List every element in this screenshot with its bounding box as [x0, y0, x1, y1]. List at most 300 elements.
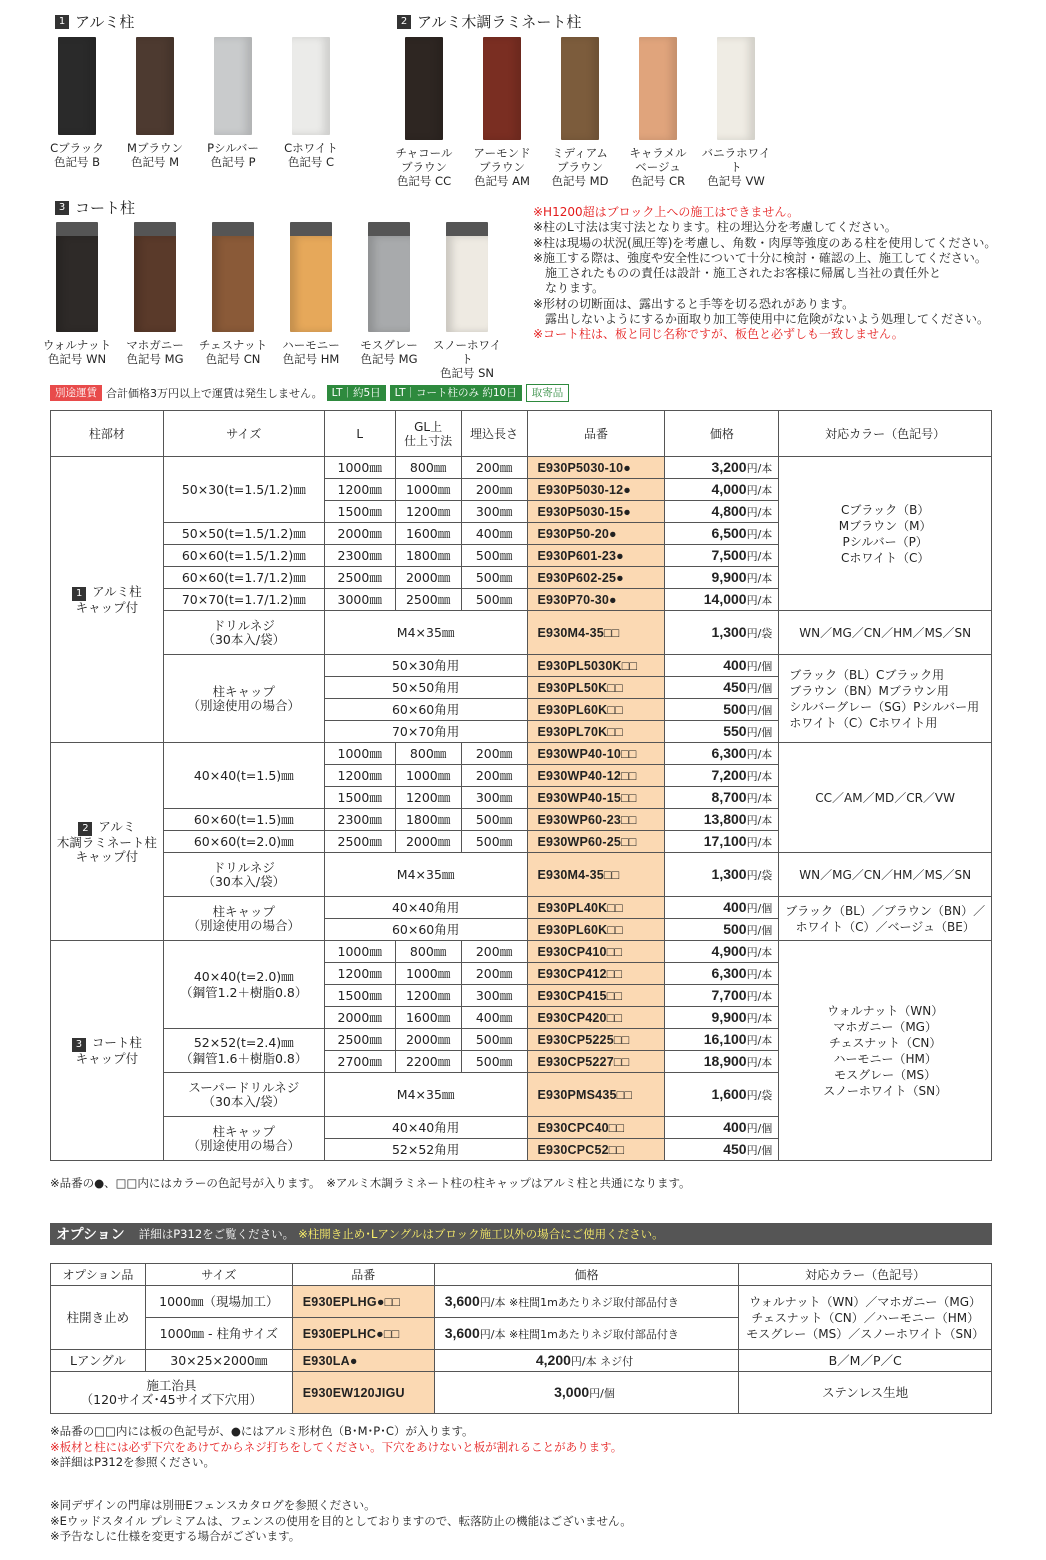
gl-height: 800㎜: [395, 743, 461, 765]
cell-text: 3,000: [554, 1383, 590, 1400]
gl-height: 2000㎜: [395, 1029, 461, 1051]
swatch-label: チャコール ブラウン 色記号 CC: [395, 146, 453, 188]
embed-depth: 500㎜: [461, 1051, 527, 1073]
price-unit: 円/個: [746, 901, 773, 915]
size-cell: M4×35㎜: [324, 853, 527, 897]
price-unit: 円/本: [746, 1011, 773, 1025]
price-unit: 円/個: [746, 1121, 773, 1135]
gl-height: 1200㎜: [395, 787, 461, 809]
price-unit: 円/本: [746, 769, 773, 783]
price-unit: 円/個: [746, 725, 773, 739]
material-name: [51, 941, 164, 1161]
post-sample: [368, 222, 410, 332]
price-cell: [434, 1318, 739, 1350]
section-number: 1: [55, 15, 69, 29]
gl-height: 1600㎜: [395, 1007, 461, 1029]
item-name: 柱開き止め: [51, 1286, 146, 1350]
order-badge: 取寄品: [526, 384, 570, 402]
size-cell: 40×40(t=2.0)㎜ （鋼管1.2＋樹脂0.8）: [163, 941, 324, 1029]
cell-text: 14,000: [703, 590, 747, 607]
length: 1000㎜: [324, 457, 395, 479]
length: 1200㎜: [324, 479, 395, 501]
cell-text: 3,600: [444, 1292, 480, 1309]
price-cell: [665, 589, 779, 611]
note: ※柱のL寸法は実寸法となります。柱の埋込分を考慮してください。: [533, 220, 897, 235]
price-unit: 円/本 ※柱間1mあたりネジ取付部品付き: [479, 1295, 679, 1309]
product-code: E930P5030-12●: [527, 479, 665, 501]
cell-text: 18,900: [703, 1052, 747, 1069]
price-unit: 円/個: [746, 923, 773, 937]
color-list: WN／MG／CN／HM／MS／SN: [779, 853, 992, 897]
column-header: 品番: [527, 411, 665, 457]
price-unit: 円/本: [746, 527, 773, 541]
option-detail: 詳細はP312をご覧ください。: [138, 1227, 295, 1241]
swatch-label: Cブラック 色記号 B: [50, 141, 104, 169]
general-footnotes: [50, 1498, 632, 1545]
cell-text: 9,900: [711, 568, 747, 585]
length: 2000㎜: [324, 523, 395, 545]
product-code: E930CP5225□□: [527, 1029, 665, 1051]
post-sample: [717, 37, 755, 140]
color-list: ブラック（BL）／ブラウン（BN）／ ホワイト（C）／ベージュ（BE）: [779, 897, 992, 941]
price-unit: 円/本: [746, 505, 773, 519]
footnote: ※詳細はP312を参照ください。: [50, 1455, 216, 1469]
price-unit: 円/袋: [746, 1088, 773, 1102]
color-swatch: [541, 37, 619, 188]
price-unit: 円/本: [746, 747, 773, 761]
cell-text: 7,700: [711, 986, 747, 1003]
post-sample: [483, 37, 521, 140]
embed-depth: 200㎜: [461, 743, 527, 765]
swatch-label: キャラメル ベージュ 色記号 CR: [629, 146, 687, 188]
price-cell: [665, 523, 779, 545]
post-sample: [212, 222, 254, 332]
embed-depth: 500㎜: [461, 831, 527, 853]
freight-note: 合計価格3万円以上で運賃は発生しません。: [106, 387, 323, 400]
length: 1000㎜: [324, 941, 395, 963]
size-cell: 60×60(t=1.7/1.2)㎜: [163, 567, 324, 589]
cell-text: 9,900: [711, 1008, 747, 1025]
product-code: E930EPLHC●□□: [292, 1318, 434, 1350]
size-cell: M4×35㎜: [324, 1073, 527, 1117]
note: ※コート柱は、板と同じ名称ですが、板色と必ずしも一致しません。: [533, 327, 904, 342]
gl-height: 800㎜: [395, 941, 461, 963]
price-cell: [665, 699, 779, 721]
color-swatch: [385, 37, 463, 188]
option-header: [50, 1223, 992, 1245]
gl-height: 1000㎜: [395, 765, 461, 787]
footnote: ※予告なしに仕様を変更する場合がございます。: [50, 1529, 301, 1543]
cell-text: 3,600: [444, 1324, 480, 1341]
cell-text: 3,200: [711, 458, 747, 475]
product-code: E930CP410□□: [527, 941, 665, 963]
price-unit: 円/袋: [746, 868, 773, 882]
product-code: E930CP420□□: [527, 1007, 665, 1029]
price-cell: [665, 1117, 779, 1139]
cell-text: 450: [723, 1140, 747, 1157]
section-3-header: [55, 197, 135, 218]
price-cell: [665, 919, 779, 941]
table-row: [51, 743, 992, 765]
price-cell: [665, 677, 779, 699]
product-code: E930CP5227□□: [527, 1051, 665, 1073]
embed-depth: 500㎜: [461, 545, 527, 567]
size-cell: 70×70角用: [324, 721, 527, 743]
product-code: E930CP415□□: [527, 985, 665, 1007]
price-cell: [665, 567, 779, 589]
size-cell: 1000㎜ - 柱角サイズ: [145, 1318, 292, 1350]
price-unit: 円/本: [746, 461, 773, 475]
option-table: [50, 1263, 992, 1414]
price-cell: [665, 611, 779, 655]
color-swatch: [38, 222, 116, 366]
color-swatch: [116, 37, 194, 169]
embed-depth: 200㎜: [461, 479, 527, 501]
price-cell: [665, 765, 779, 787]
gl-height: 1200㎜: [395, 501, 461, 523]
post-sample: [290, 222, 332, 332]
item-name: 柱キャップ （別途使用の場合）: [163, 655, 324, 743]
cell-text: 6,300: [711, 964, 747, 981]
post-sample: [136, 37, 174, 135]
product-code: E930PL50K□□: [527, 677, 665, 699]
price-unit: 円/本: [746, 791, 773, 805]
gl-height: 2000㎜: [395, 831, 461, 853]
price-cell: [434, 1372, 739, 1414]
price-cell: [665, 787, 779, 809]
embed-depth: 200㎜: [461, 457, 527, 479]
gl-height: 1800㎜: [395, 809, 461, 831]
swatch-label: バニラホワイト 色記号 VW: [701, 146, 771, 188]
price-cell: [665, 897, 779, 919]
color-list: ブラック（BL）Cブラック用 ブラウン（BN）Mブラウン用 シルバーグレー（SG）Pシルバー用 ホワイト（C）Cホワイト用: [779, 655, 992, 743]
product-code: E930EW120JIGU: [292, 1372, 434, 1414]
price-unit: 円/本 ※柱間1mあたりネジ取付部品付き: [479, 1327, 679, 1341]
cell-text: 7,500: [711, 546, 747, 563]
gl-height: 1600㎜: [395, 523, 461, 545]
post-sample: [58, 37, 96, 135]
length: 2500㎜: [324, 567, 395, 589]
color-list: ウォルナット（WN）／マホガニー（MG） チェスナット（CN）／ハーモニー（HM） モスグレー（MS）／スノーホワイト（SN）: [739, 1286, 992, 1350]
column-header: 柱部材: [51, 411, 164, 457]
size-cell: 1000㎜（現場加工）: [145, 1286, 292, 1318]
item-name: 柱キャップ （別途使用の場合）: [163, 897, 324, 941]
color-swatch: [272, 37, 350, 169]
product-code: E930CP412□□: [527, 963, 665, 985]
price-unit: 円/本 ネジ付: [570, 1354, 634, 1368]
embed-depth: 500㎜: [461, 589, 527, 611]
table-row: [51, 941, 992, 963]
swatch-label: チェスナット 色記号 CN: [198, 338, 268, 366]
footnote: ※板材と柱には必ず下穴をあけてからネジ打ちをしてください。下穴をあけないと板が割れることがあります。: [50, 1439, 623, 1454]
price-unit: 円/袋: [746, 626, 773, 640]
size-cell: 60×60角用: [324, 699, 527, 721]
post-sample: [214, 37, 252, 135]
length: 1000㎜: [324, 743, 395, 765]
cell-text: 6,500: [711, 524, 747, 541]
cell-text: 16,100: [703, 1030, 747, 1047]
length: 1200㎜: [324, 765, 395, 787]
price-cell: [665, 985, 779, 1007]
swatch-label: アーモンド ブラウン 色記号 AM: [473, 146, 531, 188]
product-code: E930P50-20●: [527, 523, 665, 545]
item-name: 施工治具 （120サイズ･45サイズ下穴用）: [51, 1372, 293, 1414]
price-unit: 円/個: [746, 1143, 773, 1157]
cell-text: 1,300: [711, 623, 747, 640]
price-unit: 円/個: [746, 681, 773, 695]
size-cell: 52×52(t=2.4)㎜ （鋼管1.6＋樹脂0.8）: [163, 1029, 324, 1073]
lead-time-badge: LT｜コート柱のみ 約10日: [390, 385, 522, 401]
price-cell: [665, 655, 779, 677]
size-cell: 40×40角用: [324, 897, 527, 919]
length: 2700㎜: [324, 1051, 395, 1073]
cell-text: 550: [723, 722, 747, 739]
cell-text: 400: [723, 656, 747, 673]
price-cell: [665, 831, 779, 853]
option-title: オプション: [56, 1227, 125, 1243]
price-unit: 円/本: [746, 1033, 773, 1047]
cell-text: 13,800: [703, 810, 747, 827]
table-row: [51, 1286, 992, 1318]
product-code: E930P70-30●: [527, 589, 665, 611]
table-row: [51, 655, 992, 677]
length: 2000㎜: [324, 1007, 395, 1029]
product-code: E930PMS435□□: [527, 1073, 665, 1117]
table-row: [51, 897, 992, 919]
price-cell: [665, 963, 779, 985]
color-swatch: [619, 37, 697, 188]
table-row: [51, 611, 992, 655]
section-1-header: [55, 11, 134, 32]
product-code: E930P5030-10●: [527, 457, 665, 479]
column-header: 価格: [434, 1264, 739, 1286]
length: 1200㎜: [324, 963, 395, 985]
length: 2500㎜: [324, 831, 395, 853]
price-cell: [665, 1051, 779, 1073]
size-cell: 50×30角用: [324, 655, 527, 677]
color-list: ウォルナット（WN） マホガニー（MG） チェスナット（CN） ハーモニー（HM） モスグレー（MS） スノーホワイト（SN）: [779, 941, 992, 1161]
price-unit: 円/本: [746, 571, 773, 585]
price-cell: [665, 809, 779, 831]
price-unit: 円/本: [746, 835, 773, 849]
section-2-header: [397, 11, 581, 32]
color-swatch: [697, 37, 775, 188]
price-unit: 円/本: [746, 813, 773, 827]
size-cell: 40×40(t=1.5)㎜: [163, 743, 324, 809]
item-name: ドリルネジ （30本入/袋）: [163, 611, 324, 655]
cell-text: 7,200: [711, 766, 747, 783]
item-name: ドリルネジ （30本入/袋）: [163, 853, 324, 897]
section-number: 3: [55, 201, 69, 215]
color-list: CC／AM／MD／CR／VW: [779, 743, 992, 853]
swatch-label: Mブラウン 色記号 M: [127, 141, 183, 169]
footnote: ※同デザインの門扉は別冊Eフェンスカタログを参照ください。: [50, 1498, 376, 1512]
color-list: WN／MG／CN／HM／MS／SN: [779, 611, 992, 655]
gl-height: 1200㎜: [395, 985, 461, 1007]
price-cell: [665, 479, 779, 501]
color-list: Cブラック（B） Mブラウン（M） Pシルバー（P） Cホワイト（C）: [779, 457, 992, 611]
column-header: 埋込長さ: [461, 411, 527, 457]
embed-depth: 300㎜: [461, 501, 527, 523]
material-name: [51, 457, 164, 743]
size-cell: 60×60(t=1.5)㎜: [163, 809, 324, 831]
swatch-label: Pシルバー 色記号 P: [207, 141, 259, 169]
embed-depth: 400㎜: [461, 1007, 527, 1029]
color-swatch: [38, 37, 116, 169]
note: ※柱は現場の状況(風圧等)を考慮し、角数・肉厚等強度のある柱を使用してください。: [533, 235, 997, 250]
cell-text: 4,200: [535, 1351, 571, 1368]
color-swatch: [428, 222, 506, 380]
price-cell: [665, 1029, 779, 1051]
section-number: 1: [72, 587, 86, 601]
embed-depth: 500㎜: [461, 1029, 527, 1051]
swatch-label: マホガニー 色記号 MG: [126, 338, 184, 366]
price-cell: [434, 1286, 739, 1318]
section-number: 2: [78, 822, 92, 836]
price-cell: [665, 941, 779, 963]
section-number: 2: [397, 15, 411, 29]
item-name: 柱キャップ （別途使用の場合）: [163, 1117, 324, 1161]
section-title: アルミ柱: [75, 13, 135, 31]
price-unit: 円/個: [746, 703, 773, 717]
table-row: [51, 457, 992, 479]
size-cell: 30×25×2000㎜: [145, 1350, 292, 1372]
size-cell: 50×50角用: [324, 677, 527, 699]
column-header: サイズ: [163, 411, 324, 457]
section-number: 3: [72, 1038, 86, 1052]
length: 1500㎜: [324, 985, 395, 1007]
post-sample: [639, 37, 677, 140]
length: 1500㎜: [324, 501, 395, 523]
product-code: E930PL70K□□: [527, 721, 665, 743]
color-list: B／M／P／C: [739, 1350, 992, 1372]
gl-height: 1000㎜: [395, 963, 461, 985]
price-cell: [665, 743, 779, 765]
note: ※形材の切断面は、露出すると手等を切る恐れがあります。 露出しないようにするか面取り加工等使用中に危険がないよう処理してください。: [533, 296, 990, 327]
embed-depth: 500㎜: [461, 567, 527, 589]
size-cell: 50×50(t=1.5/1.2)㎜: [163, 523, 324, 545]
freight-badge: 別途運賃: [50, 385, 102, 401]
material-label: コート柱 キャップ付: [75, 1034, 142, 1066]
price-unit: 円/個: [746, 659, 773, 673]
length: 2500㎜: [324, 1029, 395, 1051]
color-swatch: [272, 222, 350, 366]
table-header: [51, 411, 992, 457]
column-header: サイズ: [145, 1264, 292, 1286]
length: 2300㎜: [324, 809, 395, 831]
price-cell: [665, 1073, 779, 1117]
product-code: E930P601-23●: [527, 545, 665, 567]
note: ※H1200超はブロック上への施工はできません。: [533, 205, 800, 219]
price-unit: 円/本: [746, 989, 773, 1003]
price-cell: [665, 853, 779, 897]
size-cell: 70×70(t=1.7/1.2)㎜: [163, 589, 324, 611]
size-cell: 60×60(t=2.0)㎜: [163, 831, 324, 853]
footnote: ※Eウッドスタイル プレミアムは、フェンスの使用を目的としておりますので、転落防止の機能はございません。: [50, 1513, 632, 1528]
embed-depth: 500㎜: [461, 809, 527, 831]
section-title: アルミ木調ラミネート柱: [417, 13, 582, 31]
price-unit: 円/個: [589, 1386, 615, 1400]
material-name: [51, 743, 164, 941]
product-code: E930M4-35□□: [527, 853, 665, 897]
column-header: L: [324, 411, 395, 457]
price-unit: 円/本: [746, 549, 773, 563]
price-cell: [434, 1350, 739, 1372]
caution-notes: [533, 205, 1013, 343]
color-swatch: [463, 37, 541, 188]
cell-text: 4,000: [711, 480, 747, 497]
post-sample: [405, 37, 443, 140]
note: ※施工する際は、強度や安全性について十分に検討・確認の上、施工してください。 施工されたものの責任は設計・施工されたお客様に帰属し当社の責任外と なります。: [533, 250, 987, 296]
swatch-label: ハーモニー 色記号 HM: [282, 338, 340, 366]
table-footnote: ※品番の●、□□内にはカラーの色記号が入ります。 ※アルミ木調ラミネート柱の柱キャップはアルミ柱と共通になります。: [50, 1176, 691, 1190]
length: 2300㎜: [324, 545, 395, 567]
cell-text: 500: [723, 920, 747, 937]
swatch-label: スノーホワイト 色記号 SN: [432, 338, 502, 380]
cell-text: 8,700: [711, 788, 747, 805]
cell-text: 1,600: [711, 1085, 747, 1102]
embed-depth: 300㎜: [461, 985, 527, 1007]
column-header: オプション品: [51, 1264, 146, 1286]
table-row: [51, 1350, 992, 1372]
size-cell: 50×30(t=1.5/1.2)㎜: [163, 457, 324, 523]
color-swatch: [194, 222, 272, 366]
shipping-badges: [50, 384, 569, 402]
product-code: E930WP60-25□□: [527, 831, 665, 853]
item-name: スーパードリルネジ （30本入/袋）: [163, 1073, 324, 1117]
gl-height: 800㎜: [395, 457, 461, 479]
gl-height: 2000㎜: [395, 567, 461, 589]
product-code: E930CPC52□□: [527, 1139, 665, 1161]
post-sample: [56, 222, 98, 332]
embed-depth: 200㎜: [461, 963, 527, 985]
swatch-label: ウォルナット 色記号 WN: [42, 338, 112, 366]
cell-text: 400: [723, 898, 747, 915]
option-warning: ※柱開き止め･Lアングルはブロック施工以外の場合にご使用ください。: [298, 1227, 664, 1241]
cell-text: 500: [723, 700, 747, 717]
product-code: E930PL5030K□□: [527, 655, 665, 677]
embed-depth: 400㎜: [461, 523, 527, 545]
cell-text: 4,900: [711, 942, 747, 959]
product-code: E930LA●: [292, 1350, 434, 1372]
column-header: 品番: [292, 1264, 434, 1286]
product-code: E930P602-25●: [527, 567, 665, 589]
table-header: [51, 1264, 992, 1286]
embed-depth: 200㎜: [461, 941, 527, 963]
color-list: ステンレス生地: [739, 1372, 992, 1414]
price-cell: [665, 1139, 779, 1161]
product-code: E930WP40-10□□: [527, 743, 665, 765]
product-code: E930PL60K□□: [527, 919, 665, 941]
post-price-table: [50, 410, 992, 1161]
embed-depth: 200㎜: [461, 765, 527, 787]
column-header: 対応カラー（色記号）: [779, 411, 992, 457]
price-unit: 円/本: [746, 483, 773, 497]
swatch-label: ミディアム ブラウン 色記号 MD: [551, 146, 609, 188]
product-code: E930PL60K□□: [527, 699, 665, 721]
post-sample: [292, 37, 330, 135]
table-row: [51, 853, 992, 897]
price-cell: [665, 545, 779, 567]
color-swatch: [350, 222, 428, 366]
product-code: E930P5030-15●: [527, 501, 665, 523]
material-label: アルミ 木調ラミネート柱 キャップ付: [56, 818, 157, 864]
post-sample: [134, 222, 176, 332]
lead-time-badge: LT｜約5日: [327, 385, 386, 401]
post-sample: [446, 222, 488, 332]
color-swatch: [194, 37, 272, 169]
gl-height: 1800㎜: [395, 545, 461, 567]
